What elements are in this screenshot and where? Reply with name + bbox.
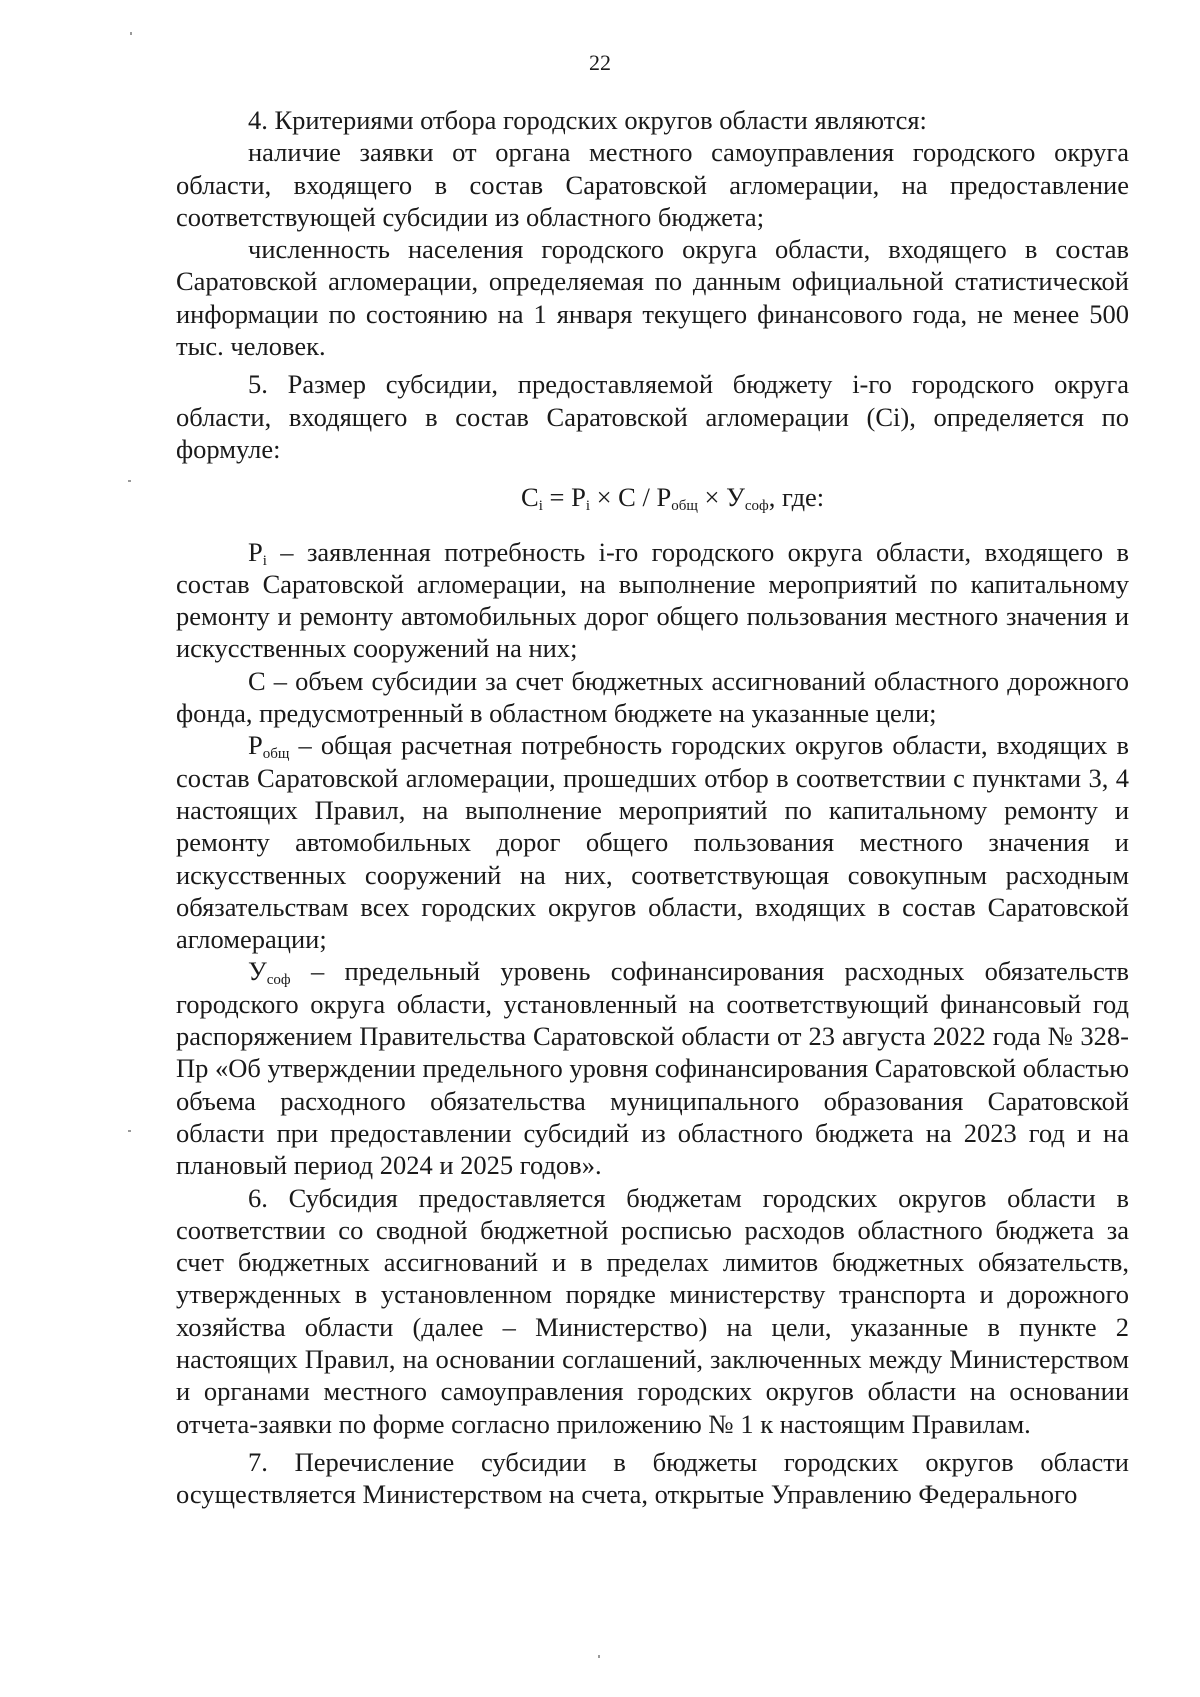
paragraph-5: 5. Размер субсидии, предоставляемой бюджету i-го городского округа области, входящего в состав Саратовской агломерации (Ci), определяется по формуле:: [176, 369, 1129, 464]
definition-pi: $P_i$ – заявленная потребность i-го городского округа области, входящего в состав Саратовской агломерации, на выполнение мероприятий по капитальному ремонту и ремонту автомобильных дорог общего пользования местного значения и искусственных сооружений на них;: [176, 536, 1129, 664]
paragraph-6: 6. Субсидия предоставляется бюджетам городских округов области в соответствии со сводной бюджетной росписью расходов областного бюджета за счет бюджетных ассигнований и в пределах лимитов бюджетных обязательств, утвержденных в установленном порядке министерству транспорта и дорожного хозяйства области (далее – Министерство) на цели, указанные в пункте 2 настоящих Правил, на основании соглашений, заключенных между Министерством и органами местного самоуправления городских округов области на основании отчета-заявки по форме согласно приложению № 1 к настоящим Правилам.: [176, 1182, 1129, 1439]
page-number: 22: [589, 50, 611, 75]
paragraph-7: 7. Перечисление субсидии в бюджеты городских округов области осуществляется Министерством на счета, открытые Управлению Федерального: [176, 1446, 1129, 1510]
scan-mark: [128, 480, 131, 482]
criterion-population: численность населения городского округа области, входящего в состав Саратовской агломерации, определяемая по данным официальной статистической информации по состоянию на 1 января текущего финансового года, не менее 500 тыс. человек.: [176, 234, 1129, 362]
scan-mark: [130, 32, 132, 35]
scan-mark: [128, 1130, 131, 1132]
criterion-application: наличие заявки от органа местного самоуправления городского округа области, входящего в состав Саратовской агломерации, на предоставление соответствующей субсидии из областного бюджета;: [176, 137, 1129, 232]
paragraph-4-heading: 4. Критериями отбора городских округов области являются:: [248, 105, 927, 135]
definition-c: C – объем субсидии за счет бюджетных ассигнований областного дорожного фонда, предусмотренный в областном бюджете на указанные цели;: [176, 665, 1129, 729]
document-body: [176, 104, 1129, 1510]
definition-usof: $У_{соф}$ – предельный уровень софинансирования расходных обязательств городского округа области, установленный на соответствующий финансовый год распоряжением Правительства Саратовской области от 23 августа 2022 года № 328-Пр «Об утверждении предельного уровня софинансирования Саратовской областью объема расходного обязательства муниципального образования Саратовской области при предоставлении субсидий из областного бюджета на 2023 год и на плановый период 2024 и 2025 годов».: [176, 956, 1129, 1181]
definition-pobsh: $P_{общ}$ – общая расчетная потребность городских округов области, входящих в состав Саратовской агломерации, прошедших отбор в соответствии с пунктами 3, 4 настоящих Правил, на выполнение мероприятий по капитальному ремонту и ремонту автомобильных дорог общего пользования местного значения и искусственных сооружений на них, соответствующая совокупным расходным обязательствам всех городских округов области, входящих в состав Саратовской агломерации;: [176, 730, 1129, 955]
scan-mark: [598, 1655, 600, 1658]
subsidy-formula: $C_i = P_i \times C / P_{общ} \times У_{соф}$, где:: [521, 482, 825, 515]
